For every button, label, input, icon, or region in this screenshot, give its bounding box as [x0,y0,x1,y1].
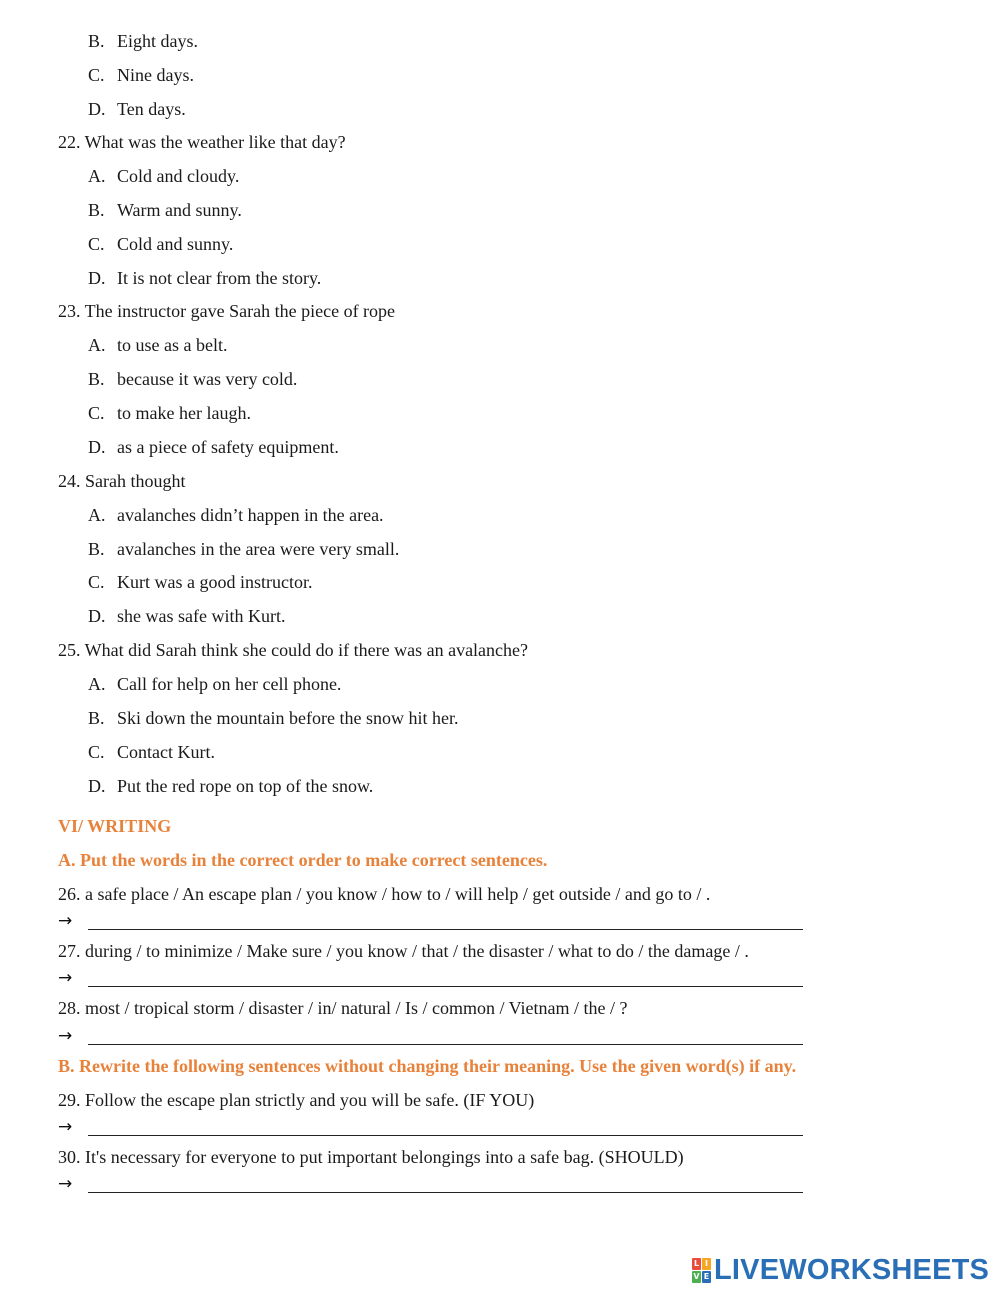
q24-question: 24. Sarah thought [58,471,186,491]
q30-answer-field[interactable] [88,1176,803,1193]
part-b-instruction: B. Rewrite the following sentences without changing their meaning. Use the given word(s) if any. [58,1056,797,1076]
q24-option-b[interactable]: B. avalanches in the area were very small. [88,539,400,559]
q28-answer-field[interactable] [88,1028,803,1045]
q23-option-a[interactable]: A. to use as a belt. [88,335,228,355]
q27-prompt: 27. during / to minimize / Make sure / you know / that / the disaster / what to do / the damage / . [58,941,749,961]
q26-answer-row [58,910,803,932]
q21-option-d[interactable]: D. Ten days. [88,99,186,119]
q25-option-a[interactable]: A. Call for help on her cell phone. [88,674,342,694]
q24-option-a[interactable]: A. avalanches didn’t happen in the area. [88,505,384,525]
q29-answer-field[interactable] [88,1119,803,1136]
q30-answer-row [58,1173,803,1195]
q25-option-c[interactable]: C. Contact Kurt. [88,742,215,762]
q25-question: 25. What did Sarah think she could do if there was an avalanche? [58,640,529,660]
q22-option-a[interactable]: A. Cold and cloudy. [88,166,240,186]
liveworksheets-logo[interactable] [692,1255,989,1285]
q29-answer-row [58,1116,803,1138]
q23-option-d[interactable]: D. as a piece of safety equipment. [88,437,339,457]
q27-answer-field[interactable] [88,970,803,987]
q29-prompt: 29. Follow the escape plan strictly and you will be safe. (IF YOU) [58,1090,535,1110]
q28-answer-row [58,1025,803,1047]
logo-text: LIVEWORKSHEETS [714,1253,990,1286]
q22-option-c[interactable]: C. Cold and sunny. [88,234,234,254]
q23-question: 23. The instructor gave Sarah the piece of rope [58,301,396,321]
q27-answer-row [58,967,803,989]
q26-prompt: 26. a safe place / An escape plan / you know / how to / will help / get outside / and go to / . [58,884,711,904]
q25-option-b[interactable]: B. Ski down the mountain before the snow hit her. [88,708,459,728]
q28-prompt: 28. most / tropical storm / disaster / in/ natural / Is / common / Vietnam / the / ? [58,998,628,1018]
q25-option-d[interactable]: D. Put the red rope on top of the snow. [88,776,374,796]
q21-option-c[interactable]: C. Nine days. [88,65,194,85]
arrow-icon: → [58,1117,73,1137]
logo-mark-icon: L I V E [693,1258,710,1281]
q22-option-b[interactable]: B. Warm and sunny. [88,200,242,220]
q24-option-c[interactable]: C. Kurt was a good instructor. [88,572,313,592]
q24-option-d[interactable]: D. she was safe with Kurt. [88,606,286,626]
q30-prompt: 30. It's necessary for everyone to put important belongings into a safe bag. (SHOULD) [58,1147,684,1167]
writing-section-title: VI/ WRITING [58,816,172,836]
q23-option-c[interactable]: C. to make her laugh. [88,403,251,423]
q22-question: 22. What was the weather like that day? [58,132,346,152]
part-a-instruction: A. Put the words in the correct order to make correct sentences. [58,850,548,870]
q21-option-b[interactable]: B. Eight days. [88,31,198,51]
q26-answer-field[interactable] [88,913,803,930]
arrow-icon: → [58,911,73,931]
arrow-icon: → [58,1026,73,1046]
arrow-icon: → [58,968,73,988]
arrow-icon: → [58,1174,73,1194]
q22-option-d[interactable]: D. It is not clear from the story. [88,268,322,288]
q23-option-b[interactable]: B. because it was very cold. [88,369,298,389]
